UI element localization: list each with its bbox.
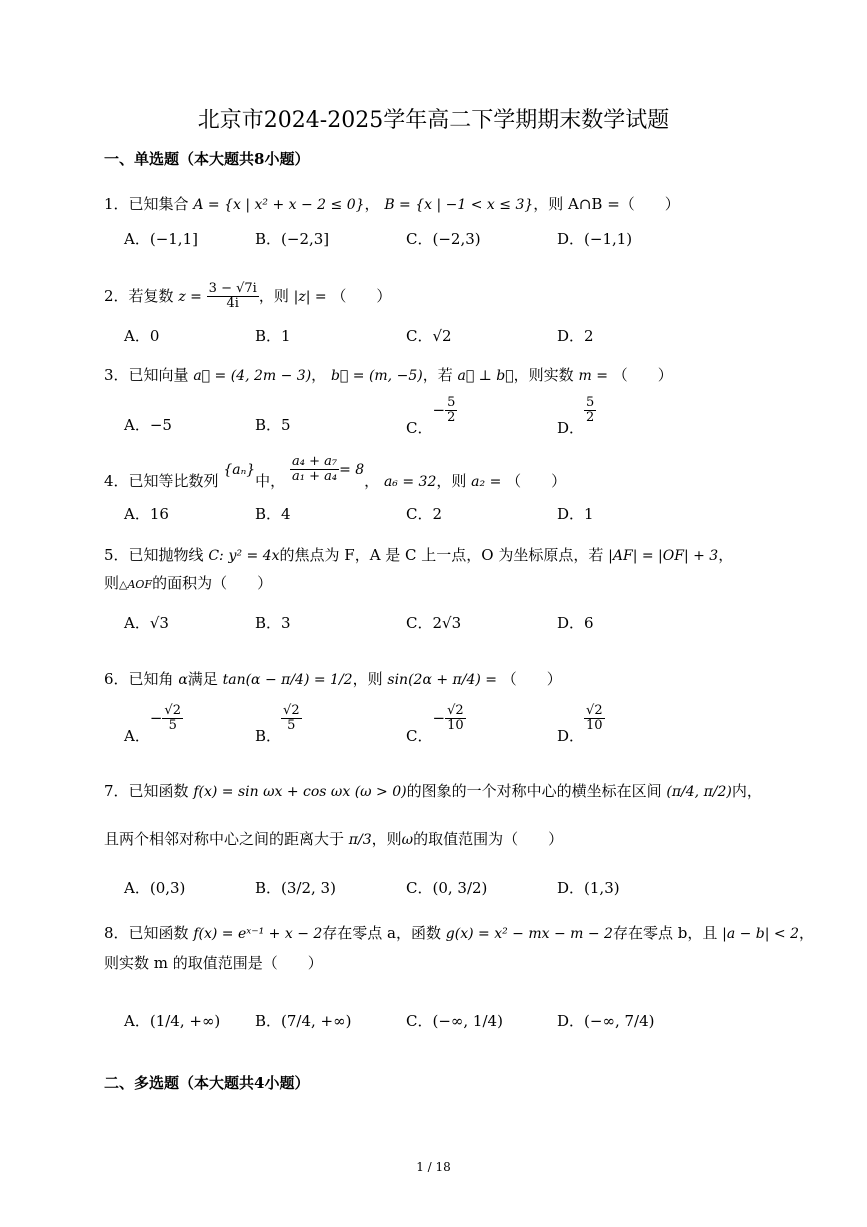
numerator: √2 xyxy=(283,703,300,718)
option-fraction xyxy=(281,704,302,734)
q4-option-d xyxy=(557,503,594,524)
q4-option-c xyxy=(406,503,442,524)
option-value: 2√3 xyxy=(432,614,462,632)
option-label: D． xyxy=(557,230,585,248)
q3-tail1: ，若 xyxy=(422,366,453,384)
denominator: 5 xyxy=(168,718,177,734)
denominator: 10 xyxy=(586,718,603,734)
option-value: (0,3) xyxy=(149,879,186,897)
q2-option-d: D．2 xyxy=(557,327,594,345)
set-a: A = {x | x² + x − 2 ≤ 0} xyxy=(193,197,365,213)
function-f: f(x) = sin ωx + cos ωx (ω > 0) xyxy=(193,784,407,800)
numerator: a₄ + a₇ xyxy=(291,454,338,469)
q6-option-d xyxy=(557,703,605,745)
m-var: m = xyxy=(578,368,608,384)
option-value: √3 xyxy=(149,614,169,632)
option-label: C． xyxy=(406,505,433,523)
q8-stem: 8．已知函数 xyxy=(104,924,189,942)
option-label: C． xyxy=(406,726,433,745)
ratio-fraction xyxy=(290,455,339,485)
option-value: 16 xyxy=(149,505,169,523)
option-label: A． xyxy=(124,614,150,632)
q8-option-a xyxy=(124,1010,220,1031)
z-denominator: 4i xyxy=(226,296,239,312)
numerator: 5 xyxy=(586,395,595,410)
q5-option-a xyxy=(124,612,169,633)
option-label: D． xyxy=(557,726,585,745)
q1-comma: ， xyxy=(364,195,380,213)
option-value: (7/4, +∞) xyxy=(281,1012,352,1030)
option-label: C． xyxy=(406,418,433,437)
q2-option-c xyxy=(406,325,452,346)
section-heading-multi-choice: 二、多选题（本大题共4小题） xyxy=(104,1074,310,1092)
q5-line1a: 5．已知抛物线 xyxy=(104,546,204,564)
option-value: (1,3) xyxy=(584,879,620,897)
option-value: (−2,3] xyxy=(281,230,330,248)
q8-condition: |a − b| < 2 xyxy=(722,926,800,942)
q1-option-a xyxy=(124,228,198,249)
q7-option-b xyxy=(255,877,336,898)
option-label: B． xyxy=(255,230,282,248)
function-f: f(x) = eˣ⁻¹ + x − 2 xyxy=(193,926,323,942)
option-value: (−1,1] xyxy=(149,230,198,248)
q6-paren: （ ） xyxy=(501,670,562,688)
q7-line2a: 且两个相邻对称中心之间的距离大于 xyxy=(104,830,345,848)
set-b: B = {x | −1 < x ≤ 3} xyxy=(384,197,534,213)
option-label: A． xyxy=(124,879,150,897)
numerator: √2 xyxy=(586,703,603,718)
q5-comma: ， xyxy=(718,546,734,564)
q3-paren: （ ） xyxy=(612,366,673,384)
curve-c: C: xyxy=(208,548,224,564)
option-value: 4 xyxy=(281,505,291,523)
q2-paren: （ ） xyxy=(331,286,392,305)
q7-option-c xyxy=(406,877,487,898)
option-value: (−∞, 1/4) xyxy=(432,1012,503,1030)
question-8-line2: 则实数 m 的取值范围是（ ） xyxy=(104,954,323,972)
q2-option-a: A．0 xyxy=(124,327,160,345)
option-value: 2 xyxy=(432,505,443,523)
q8-mid1: 存在零点 a，函数 xyxy=(322,924,441,942)
question-5-line2 xyxy=(104,572,272,593)
option-label: C． xyxy=(406,230,433,248)
q4-option-a xyxy=(124,503,169,524)
abs-z: |z| = xyxy=(293,288,327,305)
option-label: D． xyxy=(557,418,585,437)
option-value: 5 xyxy=(281,416,291,434)
option-value: (−1,1) xyxy=(584,230,633,248)
option-label: B． xyxy=(255,879,282,897)
option-label: A． xyxy=(124,1012,150,1030)
q5-option-b: B．3 xyxy=(255,614,291,632)
option-label: C． xyxy=(406,879,433,897)
q6-stem: 6．已知角 xyxy=(104,670,174,688)
option-label: B． xyxy=(255,416,282,434)
option-value: (1/4, +∞) xyxy=(149,1012,221,1030)
q8-option-c xyxy=(406,1010,503,1031)
page-title: 北京市2024-2025学年高二下学期期末数学试题 xyxy=(197,108,670,133)
minus: − xyxy=(149,708,163,727)
q6-option-c xyxy=(406,703,466,745)
pi-over-3: π/3 xyxy=(348,832,372,848)
sin-expression: sin(2α + π/4) = xyxy=(387,672,497,688)
q4-tail: ，则 xyxy=(436,471,467,490)
option-label: A． xyxy=(124,230,150,248)
option-fraction xyxy=(445,704,466,734)
interval: (π/4, π/2) xyxy=(666,784,732,800)
q3-option-d xyxy=(557,395,596,437)
q8-comma: ， xyxy=(799,924,815,942)
question-4: 4．已知等比数列 {aₙ}中， $\frac{\text{a₄ + a₇}}{\text{a₁ + a₄}}$ = 8， a₆ = 32，则 a₂ = （ ） xyxy=(104,454,567,490)
question-1 xyxy=(104,193,680,214)
option-value: (3/2, 3) xyxy=(281,879,336,897)
q5-line1b: 的焦点为 F，A 是 C 上一点，O 为坐标原点，若 xyxy=(279,546,604,564)
q4-paren: （ ） xyxy=(506,471,567,490)
vector-b: b⃗ = (m, −5) xyxy=(330,368,423,384)
q5-line2b: 的面积为（ ） xyxy=(152,574,273,592)
z-lhs: z = xyxy=(178,288,202,305)
sequence: {aₙ} xyxy=(223,461,256,478)
option-label: B． xyxy=(255,726,282,745)
z-fraction xyxy=(207,282,259,312)
option-label: B． xyxy=(255,505,282,523)
option-fraction xyxy=(445,396,457,426)
option-label: A． xyxy=(124,505,150,523)
q5-option-c xyxy=(406,612,461,633)
alpha: α xyxy=(178,672,188,688)
q7-option-d xyxy=(557,877,620,898)
q5-option-d: D．6 xyxy=(557,614,594,632)
q2-option-b: B．1 xyxy=(255,327,291,345)
option-value: 1 xyxy=(584,505,594,523)
question-7 xyxy=(104,780,762,801)
question-4-stem: 4．已知等比数列 xyxy=(104,471,219,490)
q7-stem: 7．已知函数 xyxy=(104,782,189,800)
section-heading-single-choice: 一、单选题（本大题共8小题） xyxy=(104,150,310,168)
z-numerator: 3 − √7i xyxy=(208,281,257,296)
option-label: D． xyxy=(557,505,585,523)
minus: − xyxy=(432,708,446,727)
option-fraction xyxy=(584,704,605,734)
question-3: 3．已知向量 a⃗ = (4, 2m − 3)， b⃗ = (m, −5)，若 a⃗ ⊥ b⃗，则实数 m = （ ） xyxy=(104,366,673,384)
option-label: A． xyxy=(124,416,150,434)
function-g: g(x) = x² − mx − m − 2 xyxy=(445,926,613,942)
question-6 xyxy=(104,668,562,689)
question-7-line2 xyxy=(104,828,563,849)
page-number: 1 / 18 xyxy=(416,1160,451,1174)
option-value: −5 xyxy=(149,416,172,434)
q8-option-b xyxy=(255,1010,351,1031)
option-label: C． xyxy=(406,614,433,632)
q6-mid: 满足 xyxy=(187,670,218,688)
q7-line2b: ，则 xyxy=(371,830,402,848)
q7-line2c: 的取值范围为（ ） xyxy=(413,830,564,848)
question-1-tail: ，则 A∩B =（ ） xyxy=(533,195,680,213)
perp: a⃗ ⊥ b⃗ xyxy=(457,368,514,384)
option-label: C． xyxy=(406,1012,433,1030)
q5-condition: |AF| = |OF| + 3 xyxy=(608,548,719,564)
q6-option-a xyxy=(124,703,183,745)
option-label: A． xyxy=(124,726,150,745)
question-3-stem: 3．已知向量 xyxy=(104,366,189,384)
denominator: a₁ + a₄ xyxy=(291,469,338,485)
option-fraction xyxy=(584,396,596,426)
q4-option-b xyxy=(255,503,291,524)
question-5 xyxy=(104,544,733,565)
option-label: D． xyxy=(557,879,585,897)
tan-equation: tan(α − π/4) = 1/2 xyxy=(222,672,353,688)
q4-mid: 中， xyxy=(255,471,286,490)
vector-a: a⃗ = (4, 2m − 3) xyxy=(193,368,312,384)
q5-line2a: 则 xyxy=(104,574,120,592)
a6: a₆ = 32 xyxy=(383,473,437,490)
denominator: 2 xyxy=(447,410,456,426)
numerator: √2 xyxy=(164,703,181,718)
option-label: B． xyxy=(255,1012,282,1030)
q3-tail2: ，则实数 xyxy=(513,366,574,384)
denominator: 2 xyxy=(586,410,595,426)
minus: − xyxy=(432,400,446,419)
question-1-stem: 1．已知集合 xyxy=(104,195,189,213)
q8-option-d xyxy=(557,1010,654,1031)
q7-tail: 内， xyxy=(731,782,762,800)
parabola-eq: y² = 4x xyxy=(228,548,280,564)
option-label: C． xyxy=(406,327,433,345)
q6-option-b xyxy=(255,703,302,745)
q1-option-c xyxy=(406,228,481,249)
triangle: △AOF xyxy=(119,578,153,591)
option-value: (0, 3/2) xyxy=(432,879,488,897)
question-2-stem: 2．若复数 xyxy=(104,286,174,305)
a2: a₂ = xyxy=(471,473,502,490)
option-label: D． xyxy=(557,1012,585,1030)
q7-option-a xyxy=(124,877,185,898)
option-fraction xyxy=(162,704,183,734)
numerator: √2 xyxy=(447,703,464,718)
question-2 xyxy=(104,282,391,312)
denominator: 10 xyxy=(447,718,464,734)
eq8: = 8 xyxy=(339,461,365,478)
q3-option-b xyxy=(255,414,291,435)
option-value: (−∞, 7/4) xyxy=(584,1012,655,1030)
q3-option-c xyxy=(406,395,457,437)
q1-option-b xyxy=(255,228,329,249)
option-value: (−2,3) xyxy=(432,230,481,248)
option-value: √2 xyxy=(432,327,452,345)
numerator: 5 xyxy=(447,395,456,410)
q8-mid2: 存在零点 b，且 xyxy=(612,924,718,942)
q6-tail: ，则 xyxy=(352,670,383,688)
q7-mid: 的图象的一个对称中心的横坐标在区间 xyxy=(406,782,662,800)
q1-option-d xyxy=(557,228,632,249)
denominator: 5 xyxy=(287,718,296,734)
question-8 xyxy=(104,922,814,943)
q3-option-a xyxy=(124,414,172,435)
omega: ω xyxy=(401,832,414,848)
q2-tail: ，则 xyxy=(258,286,289,305)
